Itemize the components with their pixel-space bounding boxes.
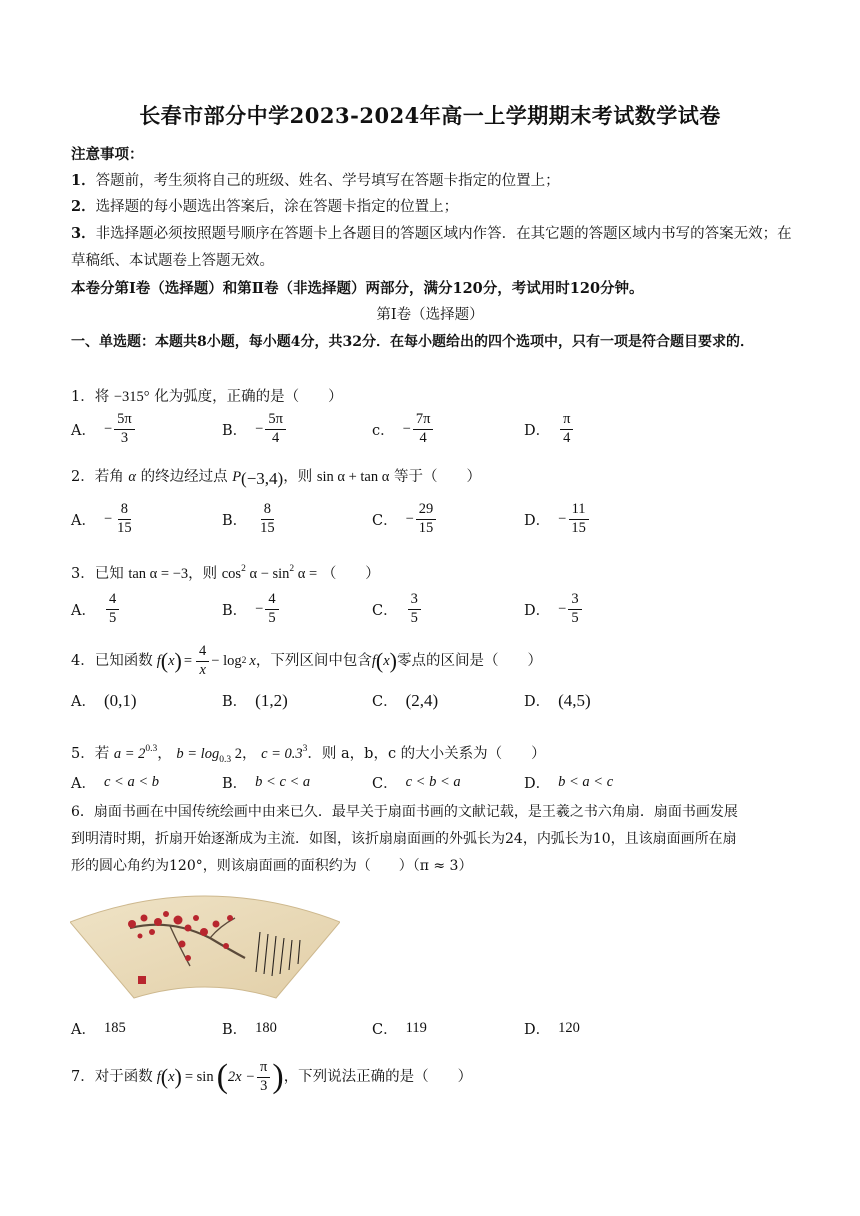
numerator: 4 — [196, 644, 209, 662]
option-label: A． — [71, 422, 96, 439]
option-fraction — [265, 592, 278, 627]
paren-close: ) — [174, 1064, 182, 1090]
alpha-equals: α = — [297, 566, 318, 582]
denominator: 4 — [563, 429, 571, 446]
q5-option-c[interactable] — [372, 772, 461, 793]
function-name: f — [371, 653, 376, 670]
q4-option-d[interactable] — [524, 690, 591, 711]
stem-text: 的终边经过点 — [140, 469, 228, 485]
q3-option-a[interactable] — [71, 592, 121, 627]
sin-term: α − sin — [249, 566, 290, 582]
c-definition — [261, 746, 307, 762]
notice-item-2 — [71, 194, 796, 220]
b-definition — [176, 746, 242, 765]
function-name: f — [156, 653, 161, 670]
square-exponent: 2 — [289, 564, 295, 574]
question-5-stem: 5．若 $a = 2^{0.3}$， $b = \log_{0.3} 2$， $c = 0.3^3$．则 a，b，c 的大小关系为（ ） — [71, 744, 546, 765]
stem-text: 2．若角 — [71, 469, 124, 485]
function-fraction — [196, 644, 209, 679]
b-log-base: 0.3 — [219, 755, 232, 765]
denominator: 5 — [571, 609, 579, 626]
b-log-argument: 2 — [234, 746, 242, 762]
stem-text: （ ） — [321, 566, 380, 582]
denominator: 5 — [268, 609, 276, 626]
option-value: c < a < b — [103, 774, 159, 790]
log-argument: x — [249, 653, 256, 670]
numerator: 8 — [261, 502, 274, 520]
option-value: (0,1) — [103, 690, 137, 710]
stem-text: 7．对于函数 — [71, 1069, 153, 1086]
option-label: C． — [372, 694, 398, 710]
option-sign: − — [103, 510, 113, 527]
stem-text: 化为弧度，正确的是（ ） — [154, 389, 343, 405]
option-label: C． — [372, 512, 398, 529]
cos-term: cos — [221, 566, 242, 582]
option-fraction — [568, 592, 581, 627]
exam-summary: 本卷分第Ⅰ卷（选择题）和第Ⅱ卷（非选择题）两部分，满分120分，考试用时120分钟。 — [71, 280, 644, 297]
denominator: 15 — [418, 519, 434, 536]
option-sign: − — [255, 600, 264, 617]
stem-text: ．则 a，b，c 的大小关系为（ ） — [307, 746, 546, 762]
option-label: D． — [524, 422, 551, 439]
log-base: 2 — [241, 656, 247, 667]
q5-option-b[interactable] — [222, 772, 310, 793]
q6-option-d[interactable] — [524, 1018, 580, 1039]
big-paren-open: ( — [216, 1058, 228, 1096]
paren-open: ( — [375, 648, 384, 674]
option-value: (4,5) — [558, 690, 591, 710]
option-label: D． — [524, 694, 551, 710]
option-value: 120 — [558, 1020, 580, 1036]
function-variable: x — [168, 1069, 175, 1086]
numerator: 8 — [118, 502, 131, 520]
q6-option-c[interactable] — [372, 1018, 427, 1039]
denominator: 3 — [120, 429, 129, 446]
stem-text: 等于（ ） — [393, 469, 481, 485]
option-sign: − — [103, 420, 113, 437]
q5-option-a[interactable] — [71, 772, 159, 793]
q5-option-d[interactable] — [524, 772, 613, 793]
a-exponent: 0.3 — [145, 744, 158, 754]
option-label: B． — [222, 776, 248, 792]
notice-item-1 — [71, 168, 796, 194]
option-sign: − — [405, 510, 414, 527]
question-6-stem-line-3: 形的圆心角约为120°，则该扇面画的面积约为（ ）（π ≈ 3） — [71, 858, 473, 874]
option-fraction — [416, 502, 437, 537]
a-definition — [114, 746, 157, 762]
log-term: − log — [211, 653, 242, 670]
q2-option-c[interactable] — [372, 502, 438, 537]
seal-stamp — [138, 976, 146, 984]
numerator: 11 — [569, 502, 589, 520]
part-title: 第Ⅰ卷（选择题） — [376, 307, 484, 323]
notice-text: 答题前，考生须将自己的班级、姓名、学号填写在答题卡指定的位置上； — [95, 173, 560, 189]
numerator: π — [257, 1060, 270, 1078]
option-label: B． — [222, 602, 248, 619]
trig-expression: sin α + tan α — [316, 469, 390, 485]
option-label: B． — [222, 422, 248, 439]
denominator: 4 — [272, 429, 280, 446]
option-label: A． — [71, 602, 96, 619]
option-value: (1,2) — [255, 690, 288, 710]
notice-heading: 注意事项： — [71, 146, 144, 163]
option-label: A． — [71, 776, 96, 792]
q3-option-c[interactable] — [372, 592, 423, 627]
big-paren-close: ) — [272, 1058, 284, 1096]
option-fraction — [114, 502, 135, 537]
denominator: 15 — [571, 519, 586, 536]
option-label: B． — [222, 512, 248, 529]
condition-expression: tan α = −3 — [128, 566, 189, 582]
option-label: A． — [71, 1022, 96, 1038]
option-fraction — [560, 412, 573, 447]
q1-option-a[interactable] — [71, 412, 137, 447]
question-6-stem-line-1: 6．扇面书画在中国传统绘画中由来已久．最早关于扇面书画的文献记载，是王羲之书六角扇．扇面书画发展 — [71, 804, 738, 820]
option-label: D． — [524, 776, 551, 792]
option-label: D． — [524, 512, 551, 529]
point-name: P — [232, 469, 242, 485]
denominator: 3 — [260, 1077, 268, 1094]
sine-prefix: = sin — [184, 1069, 214, 1086]
question-3-stem — [71, 556, 796, 587]
c-expression: c = 0.3 — [261, 746, 303, 762]
question-1-stem — [71, 384, 796, 410]
q2-option-b[interactable] — [222, 502, 280, 537]
alpha-symbol: α — [128, 469, 136, 485]
question-6-stem-line-2: 到明清时期，折扇开始逐渐成为主流．如图，该折扇扇面画的外弧长为24，内弧长为10，且该扇面画所在扇 — [71, 831, 737, 847]
q1-option-b[interactable] — [222, 412, 288, 447]
paren-close: ) — [174, 648, 182, 674]
option-value: 185 — [103, 1020, 126, 1036]
function-name: f — [156, 1069, 161, 1086]
paren-close: ) — [389, 648, 397, 674]
exam-title: 长春市部分中学2023-2024年高一上学期期末考试数学试卷 — [139, 103, 721, 128]
q2-option-d[interactable] — [524, 502, 591, 537]
numerator: 29 — [416, 502, 437, 520]
paren-open: ( — [160, 648, 169, 674]
c-exponent: 3 — [302, 744, 308, 754]
option-fraction — [568, 502, 589, 537]
stem-text: 4．已知函数 — [71, 653, 153, 670]
point-coords: (−3,4) — [241, 469, 284, 488]
q2-option-a[interactable] — [71, 502, 137, 537]
stem-text: ，则 — [188, 566, 218, 582]
stem-text: ，下列说法正确的是（ ） — [283, 1069, 473, 1086]
option-sign: − — [255, 420, 264, 437]
function-variable: x — [383, 653, 390, 670]
denominator: 5 — [108, 609, 117, 626]
q1-option-d[interactable] — [524, 412, 575, 447]
sine-inner-term: 2x − — [227, 1069, 256, 1086]
numerator: 4 — [265, 592, 278, 610]
denominator: 5 — [410, 609, 418, 626]
option-sign: − — [558, 600, 567, 617]
option-value: b < c < a — [255, 774, 311, 790]
paren-open: ( — [160, 1064, 169, 1090]
denominator: x — [199, 661, 206, 678]
option-label: C． — [372, 1022, 398, 1038]
notice-num: 3． — [71, 225, 96, 242]
option-label: c． — [372, 422, 395, 439]
square-exponent: 2 — [241, 564, 246, 574]
question-2-stem — [71, 464, 796, 492]
fan-painting-image — [70, 888, 340, 1000]
question-4-stem — [71, 644, 796, 679]
option-fraction — [257, 502, 278, 537]
stem-text: 3．已知 — [71, 566, 124, 582]
notice-text: 选择题的每小题选出答案后，涂在答题卡指定的位置上； — [95, 199, 459, 215]
function-variable: x — [168, 653, 175, 670]
option-label: A． — [71, 694, 96, 710]
angle-value: −315° — [113, 389, 150, 405]
option-fraction — [408, 592, 421, 627]
option-label: B． — [222, 694, 248, 710]
q3-option-b[interactable] — [222, 592, 281, 627]
denominator: 4 — [419, 429, 427, 446]
option-value: 119 — [405, 1020, 427, 1036]
numerator: 3 — [568, 592, 581, 610]
q4-option-b[interactable] — [222, 690, 288, 711]
option-label: D． — [524, 602, 551, 619]
notice-item-3 — [71, 220, 796, 275]
q6-option-a[interactable] — [71, 1018, 126, 1039]
numerator: 3 — [408, 592, 421, 610]
denominator: 15 — [117, 519, 132, 536]
option-value: b < a < c — [558, 774, 614, 790]
q1-option-c[interactable] — [372, 412, 435, 447]
option-label: A． — [71, 512, 96, 529]
option-fraction — [114, 412, 135, 447]
section-instruction: 一、单选题：本题共8小题，每小题4分，共32分．在每小题给出的四个选项中，只有一项是符合题目要求的． — [71, 334, 754, 350]
option-sign: − — [558, 510, 567, 527]
stem-text: 1．将 — [71, 389, 110, 405]
option-fraction — [106, 592, 119, 627]
stem-text: ，下列区间中包含 — [255, 653, 372, 670]
numerator: π — [560, 412, 573, 430]
q4-option-c[interactable] — [372, 690, 438, 711]
option-value: c < b < a — [405, 774, 461, 790]
option-fraction — [413, 412, 434, 447]
numerator: 5π — [114, 412, 135, 430]
notice-num: 2． — [71, 198, 96, 215]
stem-text: ，则 — [283, 469, 313, 485]
pi-over-three-fraction — [257, 1060, 270, 1095]
stem-text: 5．若 — [71, 746, 110, 762]
stem-text: 零点的区间是（ ） — [396, 653, 542, 670]
notice-text: 非选择题必须按照题号顺序在答题卡上各题目的答题区域内作答．在其它题的答题区域内书写的答案无效；在草稿纸、本试题卷上答题无效。 — [71, 226, 792, 269]
option-label: C． — [372, 776, 398, 792]
q3-option-d[interactable] — [524, 592, 584, 627]
option-label: B． — [222, 1022, 248, 1038]
denominator: 15 — [260, 519, 275, 536]
equals-sign: = — [183, 653, 193, 670]
notice-num: 1． — [71, 172, 96, 189]
a-expression: a = 2 — [113, 746, 146, 762]
option-label: C． — [372, 602, 398, 619]
q6-option-b[interactable] — [222, 1018, 277, 1039]
option-fraction — [265, 412, 286, 447]
numerator: 7π — [413, 412, 434, 430]
option-label: D． — [524, 1022, 551, 1038]
option-sign: − — [402, 420, 411, 437]
numerator: 4 — [106, 592, 119, 610]
option-value: (2,4) — [405, 690, 439, 710]
b-expression: b = log — [176, 746, 220, 762]
q4-option-a[interactable] — [71, 690, 137, 711]
question-7-stem — [71, 1060, 796, 1095]
trig-expression — [222, 566, 317, 582]
numerator: 5π — [265, 412, 286, 430]
option-value: 180 — [255, 1020, 277, 1036]
